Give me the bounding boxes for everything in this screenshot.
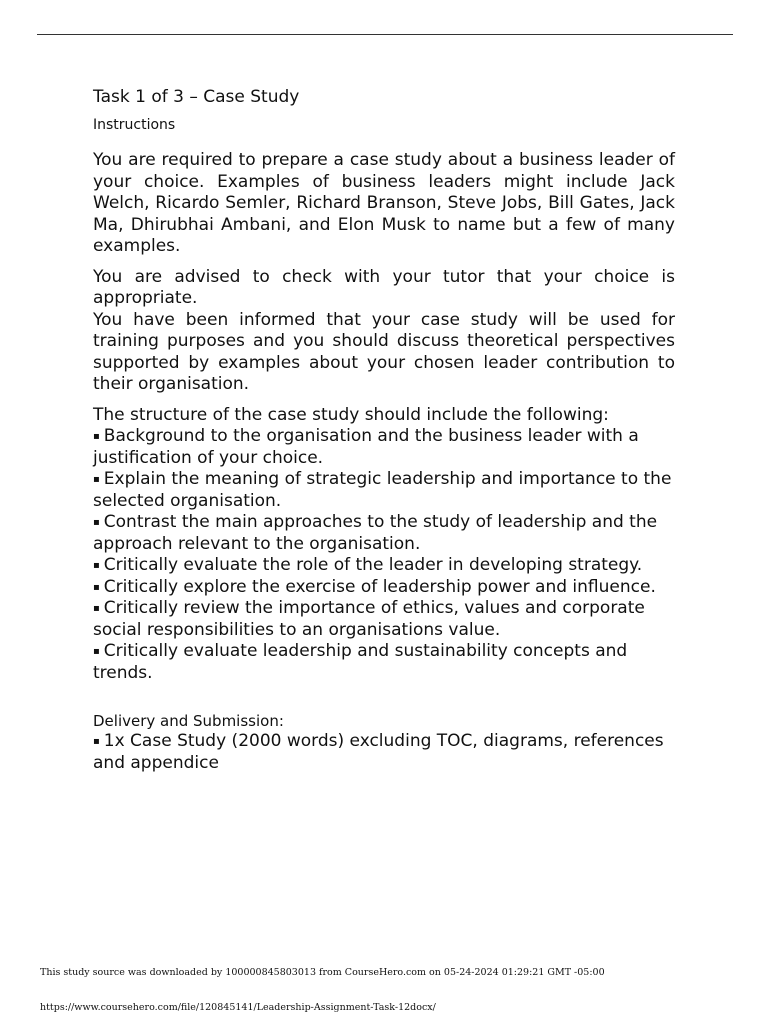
purpose-paragraph: You have been informed that your case study will be used for training purposes and you should discuss theoretical perspectives supported by examples about your chosen leader contribution to their organisation. (93, 309, 675, 394)
advice-paragraph: You are advised to check with your tutor that your choice is appropriate. (93, 266, 675, 308)
list-item-text: Critically explore the exercise of leadership power and influence. (103, 576, 656, 597)
list-item (93, 555, 675, 577)
source-url[interactable]: https://www.coursehero.com/file/120845141/Leadership-Assignment-Task-12docx/ (40, 1002, 436, 1013)
list-item (93, 641, 675, 684)
list-item (93, 598, 675, 641)
list-item-text: Critically review the importance of ethics, values and corporate social responsibilities to an organisations value. (93, 598, 645, 640)
download-source-note: This study source was downloaded by 100000845803013 from CourseHero.com on 05-24-2024 01:29:21 GMT -05:00 (40, 967, 605, 978)
bullet-icon: ▪ (93, 646, 100, 657)
list-item (93, 469, 675, 512)
instructions-heading: Instructions (93, 117, 176, 133)
list-item-text: Explain the meaning of strategic leadership and importance to the selected organisation. (93, 469, 672, 511)
intro-paragraph: You are required to prepare a case study about a business leader of your choice. Examples of business leaders might include Jack Welch, Ricardo Semler, Richard Branson, Steve Jobs, Bill Gates, Jack Ma, Dhirubhai Ambani, and Elon Musk to name but a few of many examples. (93, 150, 675, 256)
delivery-list (93, 731, 675, 774)
list-item-text: 1x Case Study (2000 words) excluding TOC, diagrams, references and appendice (93, 731, 664, 773)
bullet-icon: ▪ (93, 517, 100, 528)
bullet-icon: ▪ (93, 560, 100, 571)
bullet-icon: ▪ (93, 474, 100, 485)
list-item (93, 426, 675, 469)
document-body (93, 86, 675, 774)
list-item (93, 731, 675, 774)
bullet-icon: ▪ (93, 603, 100, 614)
header-rule (37, 34, 733, 35)
list-item-text: Contrast the main approaches to the study of leadership and the approach relevant to the organisation. (93, 512, 658, 554)
document-title: Task 1 of 3 – Case Study (93, 87, 300, 107)
delivery-heading: Delivery and Submission: (93, 712, 284, 730)
structure-intro: The structure of the case study should include the following: (93, 404, 609, 425)
bullet-icon: ▪ (93, 736, 100, 747)
list-item (93, 577, 675, 599)
list-item-text: Critically evaluate leadership and sustainability concepts and trends. (93, 641, 628, 683)
list-item (93, 512, 675, 555)
list-item-text: Background to the organisation and the business leader with a justification of your choice. (93, 426, 639, 468)
structure-list (93, 426, 675, 684)
bullet-icon: ▪ (93, 581, 100, 593)
list-item-text: Critically evaluate the role of the leader in developing strategy. (103, 555, 643, 575)
bullet-icon: ▪ (93, 431, 100, 442)
